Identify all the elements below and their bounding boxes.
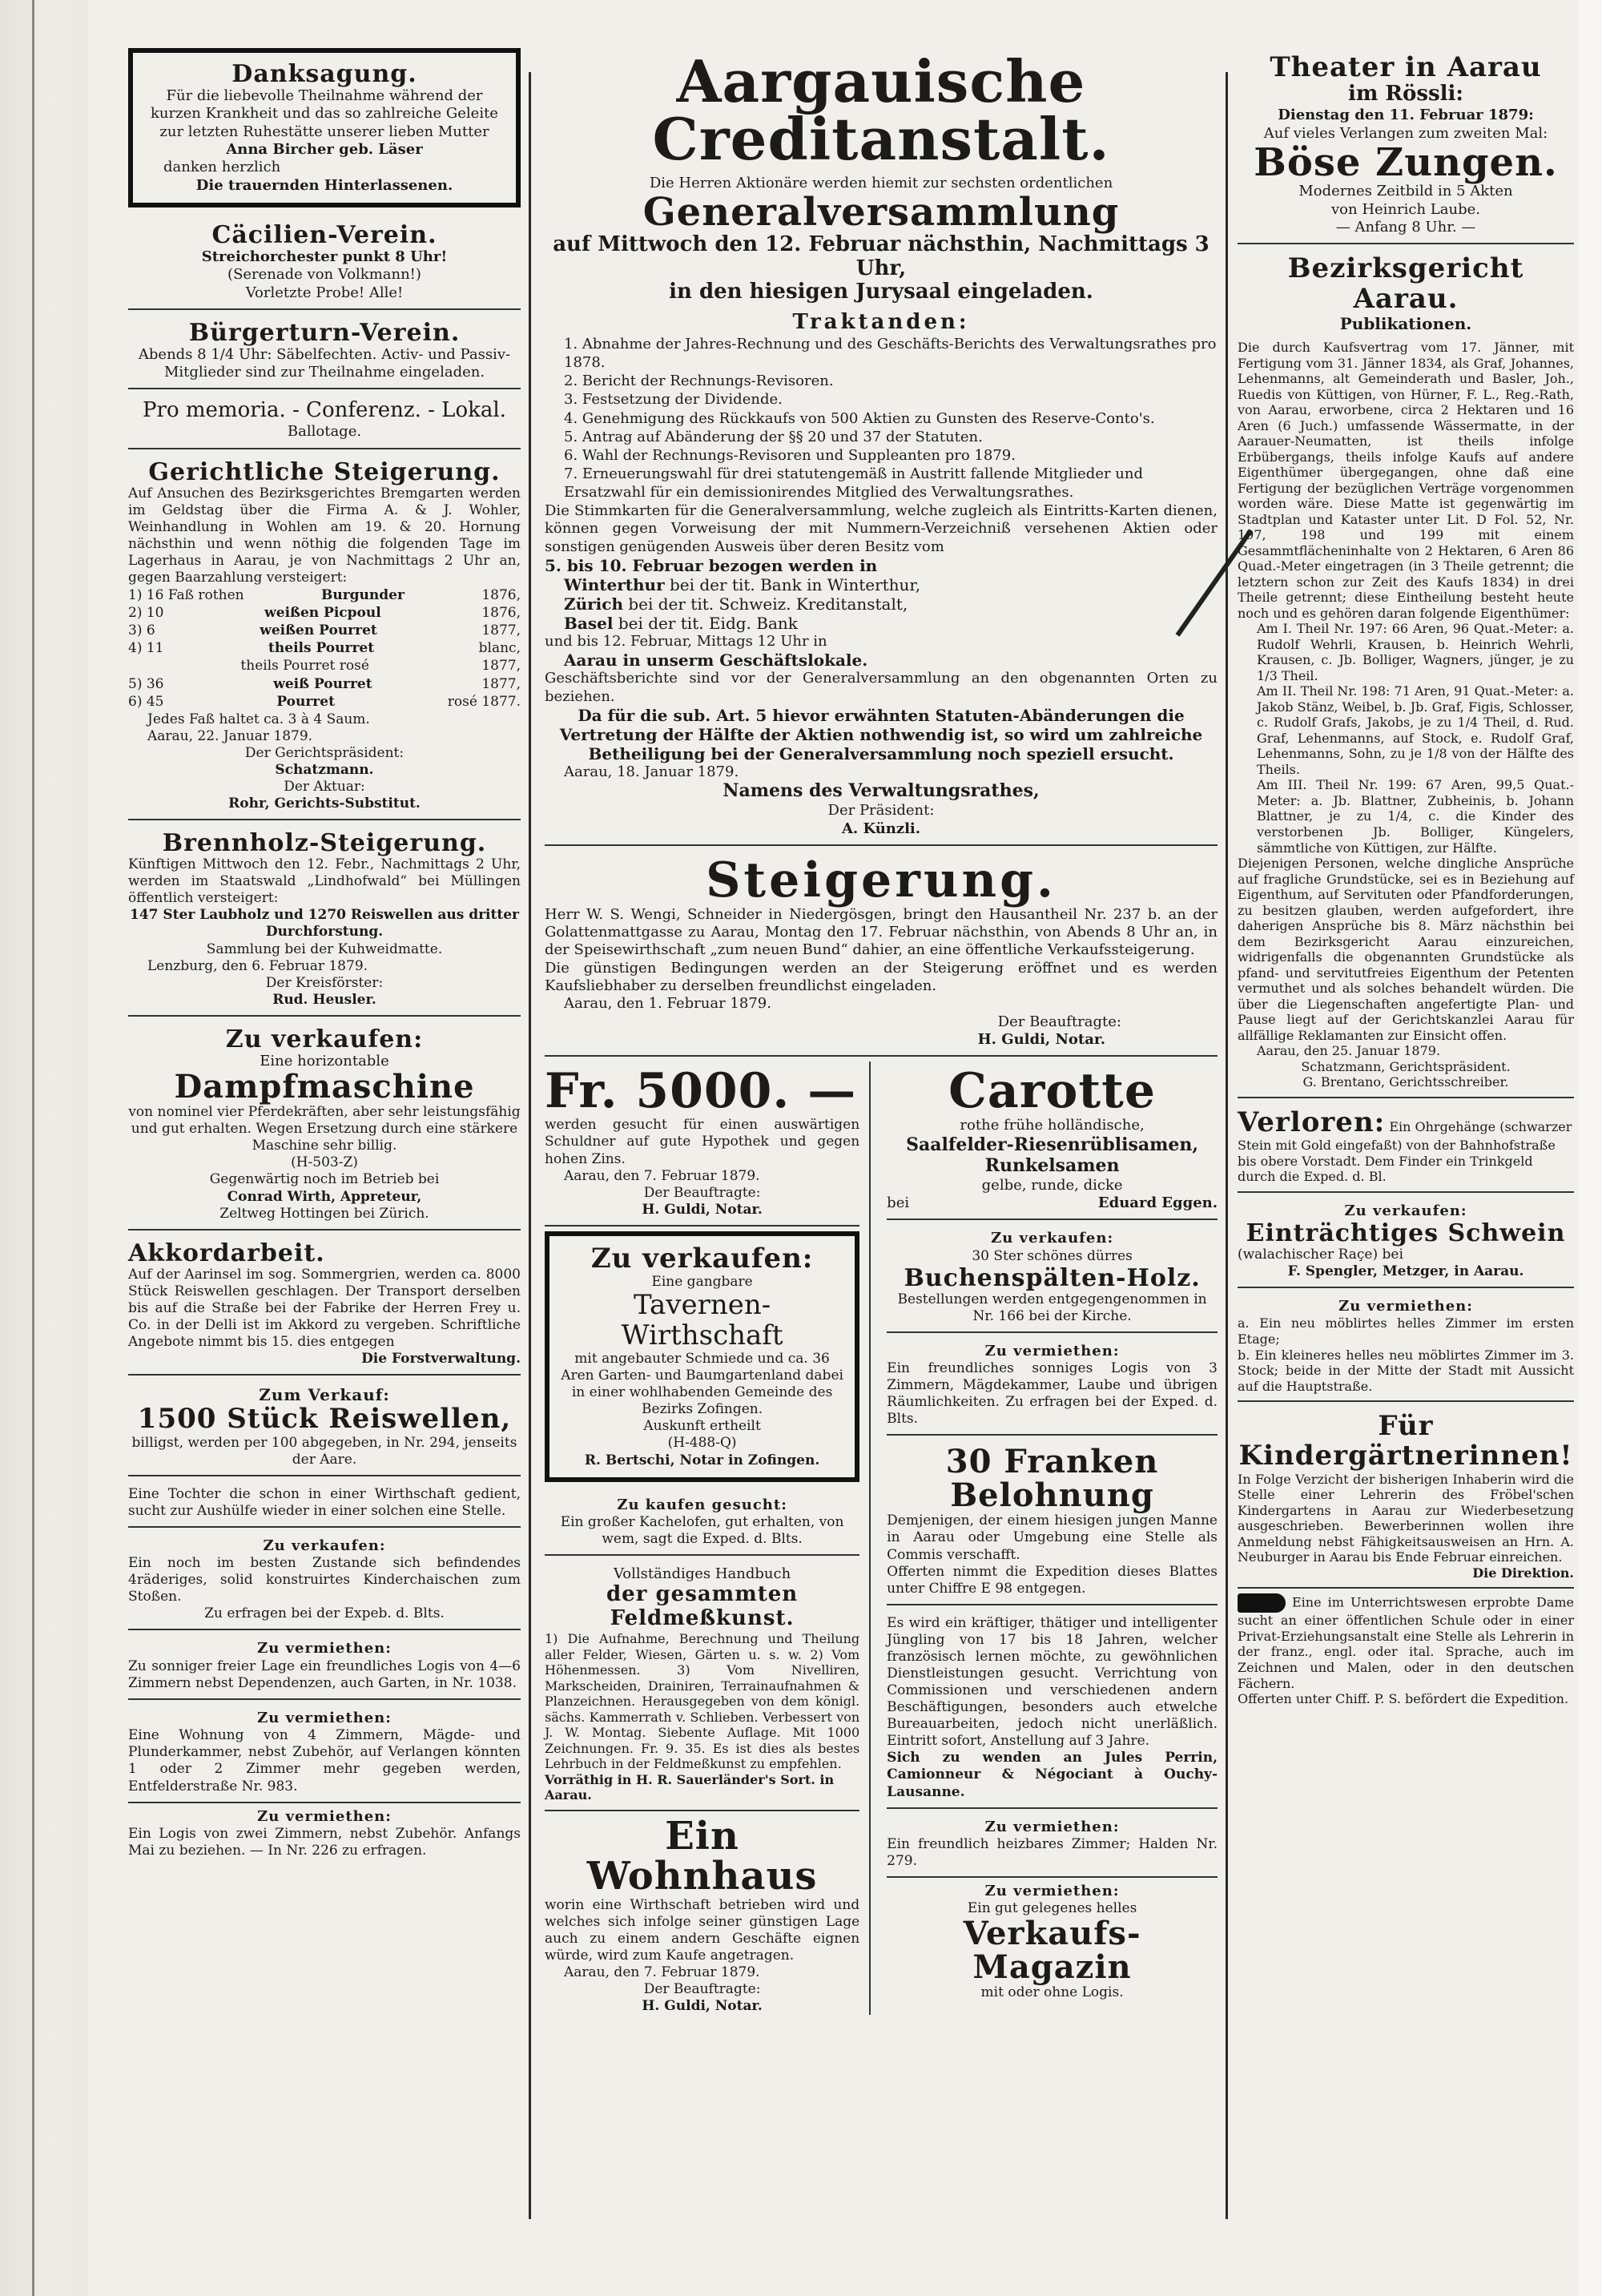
steigerung-title: Gerichtliche Steigerung. (148, 457, 501, 486)
wohnhaus-role: Der Beauftragte: (643, 1981, 761, 1998)
credit-items (545, 336, 1218, 501)
bezirk-sig2: G. Brentano, Gerichtsschreiber. (1302, 1074, 1509, 1090)
bank-row: Winterthur bei der tit. Bank in Winterthur, (564, 575, 921, 595)
magazin-head: Zu vermiethen: (984, 1883, 1120, 1900)
feldmess-stock: Vorräthig in H. R. Sauerländer's Sort. in Aarau. (545, 1771, 835, 1803)
buergerturn-title: Bürgerturn-Verein. (188, 318, 461, 347)
tavernen-body: mit angebauter Schmiede und ca. 36 Aren Garten- und Baumgartenland dabei in einer wohlhabenden Gemeinde des Bezirks Zofingen. (561, 1351, 843, 1418)
feldmess-body: 1) Die Aufnahme, Berechnung und Theilung aller Felder, Wiesen, Gärten u. s. w. 2) Vom Höhenmessen. 3) Vom Nivelliren, Markscheiden, Drainiren, Terrainaufnahmen & Planzeichnen. Herausgegeben von dem königl. sächs. Kammerrath v. Schlieben. Verbessert von J. W. Montag. Siebente Auflage. Mit 1000 Zeichnungen. Fr. 9. 35. Es ist dies als bestes Lehrbuch in der Feldmeßkunst zu empfehlen. (545, 1631, 860, 1772)
ad-buergerturn (128, 315, 521, 390)
steig2-date: Aarau, den 1. Februar 1879. (564, 995, 771, 1013)
bezirk-sub: Publikationen. (1339, 314, 1472, 334)
ad-dampfmaschine (128, 1021, 521, 1231)
credit-title: Aargauische Creditanstalt. (652, 47, 1110, 173)
carotte-l1: rothe frühe holländische, (960, 1117, 1145, 1134)
ad-belohnung (887, 1440, 1218, 1605)
column-rule-1 (529, 72, 531, 2219)
credit-intro: Die Herren Aktionäre werden hiemit zur sechsten ordentlichen (649, 175, 1113, 191)
juengling-body: Es wird ein kräftiger, thätiger und intelligenter Jüngling von 17 bis 18 Jahren, welcher französisch lernen möchte, zu gewöhnlichen Dienstleistungen gesucht. Verrichtung von Commissionen und verschiedenen andern Beschäftigungen, besonders auch etwelche Bureauarbeiten, jedoch nicht unerläßlich. Eintritt sofort, Anstellung auf 3 Jahre. (887, 1614, 1218, 1750)
brennholz-items: 147 Ster Laubholz und 1270 Reiswellen aus dritter Durchforstung. (129, 907, 519, 941)
tavernen-name: R. Bertschi, Notar in Zofingen. (584, 1452, 820, 1468)
steigerung-tail: Jedes Faß haltet ca. 3 à 4 Saum. (147, 711, 370, 727)
credit-item: 6. Wahl der Rechnungs-Revisoren und Suppleanten pro 1879. (564, 447, 1016, 465)
spine-rule (32, 0, 34, 2296)
dampf-sub: Eine horizontable (260, 1052, 389, 1069)
carotte-l4: gelbe, runde, dicke (981, 1176, 1123, 1194)
steigerung-item: 5) 36 weiß Pourret 1877, (128, 675, 521, 692)
bezirk-title: Bezirksgericht Aarau. (1287, 252, 1524, 315)
kinder-title: Für Kindergärtnerinnen! (1238, 1410, 1573, 1472)
wohnung-head: Zu vermiethen: (257, 1709, 392, 1726)
belohnung-body: Demjenigen, der einem hiesigen jungen Manne in Aarau oder Umgebung eine Stelle als Commis verschafft. (887, 1513, 1218, 1563)
theater-req: Auf vieles Verlangen zum zweiten Mal: (1263, 124, 1548, 142)
middle-subcolumns (545, 1061, 1218, 2015)
bank-row: Zürich bei der tit. Schweiz. Kreditanstalt, (564, 594, 908, 614)
bezirk-t2: Am II. Theil Nr. 198: 71 Aren, 91 Quat.-Meter: a. Jakob Stänz, Weibel, b. Jb. Graf, Figis, Schlosser, c. Rudolf Grafs, Jakobs, je zu 1/4 Theil, d. Rud. Graf, Lehenmanns, auf Stock, e. Rudolf Graf, Lehenmanns, Sohn, zu je 1/8 von der Hälfte des Theils. (1257, 683, 1574, 777)
steigerung-body: Auf Ansuchen des Bezirksgerichtes Bremgarten werden im Geldstag über die Firma A. & J. Wohler, Weinhandlung in Wohlen am 19. & 20. Hornung nächsthin und wenn nöthig die folgenden Tage im Lagerhaus in Aarau, je von Nachmittags 2 Uhr an, gegen Baarzahlung versteigert: (128, 485, 521, 586)
wohnhaus-name: H. Guldi, Notar. (642, 1998, 763, 2015)
ad-zimmer (887, 1814, 1218, 1878)
pro-memoria-sub: Ballotage. (287, 423, 362, 441)
subcolumn-right (887, 1061, 1218, 2015)
ad-fr5000 (545, 1061, 859, 1226)
credit-aarau: Aarau in unserm Geschäftslokale. (564, 651, 868, 671)
theater-play: Böse Zungen. (1254, 139, 1558, 185)
bank-row: Basel bei der tit. Eidg. Bank (564, 614, 798, 634)
dampf-ref: (H-503-Z) (291, 1154, 358, 1171)
credit-banks (545, 575, 1218, 633)
brennholz-meet: Sammlung bei der Kuhweidmatte. (206, 941, 443, 957)
credit-role: Der Präsident: (827, 802, 935, 820)
steigerung-sig2-name: Rohr, Gerichts-Substitut. (228, 796, 421, 812)
brennholz-title: Brennholz-Steigerung. (162, 829, 487, 858)
ad-akkordarbeit (128, 1235, 521, 1376)
credit-until: und bis 12. Februar, Mittags 12 Uhr in (545, 633, 827, 651)
caecilien-title: Cäcilien-Verein. (211, 220, 437, 249)
fr5000-role: Der Beauftragte: (643, 1184, 761, 1201)
ad-tochter (128, 1481, 521, 1528)
credit-item: 5. Antrag auf Abänderung der §§ 20 und 37 der Statuten. (564, 428, 983, 445)
feldmess-title: der gesammten Feldmeßkunst. (606, 1582, 799, 1631)
brennholz-body: Künftigen Mittwoch den 12. Febr., Nachmittags 2 Uhr, werden im Staatswald „Lindhofwald“ bei Müllingen öffentlich versteigert: (128, 856, 521, 907)
subcolumn-left (545, 1061, 871, 2015)
logis1-body: Zu sonniger freier Lage ein freundliches Logis von 4—6 Zimmern nebst Dependenzen, auch Garten, in Nr. 1038. (128, 1658, 521, 1691)
ad-kinderchaise (128, 1533, 521, 1631)
zimmer-head: Zu vermiethen: (984, 1818, 1120, 1835)
verloren-body: Ein Ohrgehänge (schwarzer Stein mit Gold eingefaßt) von der Bahnhofstraße bis obere Vorstadt. Dem Finder ein Trinkgeld durch die Exped. d. Bl. (1238, 1118, 1572, 1185)
logis3-body: Ein freundliches sonniges Logis von 3 Zimmern, Mägdekammer, Laube und übrigen Räumlichkeiten. Zu erfragen bei der Exped. d. Blts. (887, 1360, 1218, 1428)
ad-kachelofen (545, 1492, 859, 1556)
logis1-head: Zu vermiethen: (257, 1640, 392, 1658)
pro-memoria-title: Pro memoria. - Conferenz. - Lokal. (143, 398, 506, 423)
ad-caecilien (128, 217, 521, 310)
credit-dates-line: 5. bis 10. Februar bezogen werden in (545, 556, 878, 576)
kinderchaise-body: Ein noch im besten Zustande sich befindendes 4räderiges, solid konstruirtes Kinderchaischen zum Stoßen. (128, 1555, 521, 1605)
credit-place-line: in den hiesigen Jurysaal eingeladen. (669, 280, 1093, 304)
danksagung-signed: Die trauernden Hinterlassenen. (195, 176, 453, 194)
dampf-place: Zeltweg Hottingen bei Zürich. (219, 1205, 429, 1222)
dampf-body: von nominel vier Pferdekräften, aber sehr leistungsfähig und gut erhalten. Wegen Ersetzung durch eine stärkere Maschine sehr billig. (128, 1104, 521, 1154)
credit-item: 7. Erneuerungswahl für drei statutengemäß in Austritt fallende Mitglieder und Ersatzwahl für ein demissionirendes Mitglied des Verwaltungsrathes. (564, 465, 1144, 501)
bezirk-date: Aarau, den 25. Januar 1879. (1257, 1043, 1441, 1059)
fr5000-date: Aarau, den 7. Februar 1879. (564, 1167, 760, 1184)
buchen-title: Buchenspälten-Holz. (904, 1263, 1201, 1292)
ad-juengling (887, 1610, 1218, 1809)
theater-desc1: Modernes Zeitbild in 5 Akten (1298, 183, 1513, 200)
caecilien-l3: Vorletzte Probe! Alle! (245, 284, 404, 301)
zimmer2-head: Zu vermiethen: (1338, 1298, 1473, 1315)
ad-feldmess (545, 1561, 859, 1811)
magazin-sub: Ein gut gelegenes helles (967, 1900, 1137, 1917)
steigerung-sig1-role: Der Gerichtspräsident: (244, 744, 405, 761)
schwein-title: Einträchtiges Schwein (1246, 1219, 1566, 1248)
feldmess-sub: Vollständiges Handbuch (613, 1565, 791, 1583)
schwein-name: F. Spengler, Metzger, in Aarau. (1287, 1263, 1524, 1280)
reiswellen-head: Zum Verkauf: (259, 1385, 390, 1405)
kinderchaise-head: Zu verkaufen: (263, 1537, 386, 1554)
brennholz-name: Rud. Heusler. (272, 991, 376, 1008)
buchen-head: Zu verkaufen: (991, 1230, 1114, 1247)
theater-start: — Anfang 8 Uhr. — (1335, 218, 1476, 236)
schwein-body: (walachischer Raçe) bei (1238, 1247, 1403, 1263)
bezirk-sig1: Schatzmann, Gerichtspräsident. (1301, 1058, 1511, 1074)
ad-gerichtliche-steigerung (128, 454, 521, 820)
credit-item: 2. Bericht der Rechnungs-Revisoren. (564, 372, 834, 389)
danksagung-thanks: danken herzlich (163, 159, 281, 176)
dampf-title: Dampfmaschine (174, 1068, 475, 1106)
fr5000-name: H. Guldi, Notar. (642, 1201, 763, 1218)
danksagung-title: Danksagung. (231, 60, 417, 88)
ad-verloren (1238, 1103, 1574, 1193)
akkord-sign: Die Forstverwaltung. (361, 1351, 521, 1368)
bezirk-t3: Am III. Theil Nr. 199: 67 Aren, 99,5 Quat.-Meter: a. Jb. Blattner, Zubheinis, b. Johann Blattner, je zu 1/4, c. die Kinder des verstorbenen Jb. Bolliger, Küngelers, sämmtliche von Küttigen, zur Hälfte. (1257, 777, 1574, 856)
ad-buchenholz (887, 1225, 1218, 1333)
steigerung-sig2-role: Der Aktuar: (284, 778, 365, 795)
zimmer-body: Ein freundlich heizbares Zimmer; Halden Nr. 279. (887, 1835, 1218, 1869)
caecilien-l1: Streichorchester punkt 8 Uhr! (201, 248, 448, 265)
ad-magazin (887, 1883, 1218, 2001)
steigerung-item: theils Pourret rosé 1877, (240, 658, 521, 675)
steig2-body2: Die günstigen Bedingungen werden an der Steigerung eröffnet und es werden Kaufsliebhaber zu derselben freundlichst eingeladen. (545, 959, 1218, 995)
ad-wohnhaus (545, 1813, 860, 2015)
kinder-sign: Die Direktion. (1472, 1565, 1574, 1581)
tavernen-info: Auskunft ertheilt (643, 1418, 761, 1435)
buchen-body: Bestellungen werden entgegengenommen in Nr. 166 bei der Kirche. (897, 1291, 1207, 1324)
credit-name: A. Künzli. (841, 820, 921, 837)
dampf-head: Zu verkaufen: (225, 1025, 424, 1053)
column-right (1238, 48, 1574, 1707)
ad-steigerung-wengi (545, 851, 1218, 1057)
danksagung-body: Für die liebevolle Theilnahme während der kurzen Krankheit und das so zahlreiche Geleite zur letzten Ruhestätte unserer lieben Mutter (151, 87, 498, 140)
credit-board: Namens des Verwaltungsrathes, (723, 780, 1040, 802)
steig2-title: Steigerung. (706, 852, 1057, 908)
wohnhaus-body: worin eine Wirthschaft betrieben wird und welches sich infolge seiner günstigen Lage auch zu einem andern Geschäfte eignen würde, wird zum Kaufe angetragen. (545, 1896, 860, 1964)
zimmer2-a: a. Ein neu möblirtes helles Zimmer im ersten Etage; (1238, 1315, 1574, 1347)
magazin-tail: mit oder ohne Logis. (980, 1984, 1124, 2001)
lehrerin-body: Eine im Unterrichtswesen erprobte Dame sucht an einer öffentlichen Schule oder in einer Privat-Erziehungsanstalt eine Stelle als Lehrerin in der franz., engl. oder ital. Sprache, auch im Zeichnen und Malen, oder in den deutschen Fächern. (1238, 1594, 1574, 1691)
ad-pro-memoria (128, 394, 521, 449)
wohnhaus-date: Aarau, den 7. Februar 1879. (564, 1964, 760, 1980)
fr5000-body: werden gesucht für einen auswärtigen Schuldner auf gute Hypothek und gegen hohen Zins. (545, 1117, 860, 1167)
carotte-by-row: bei Eduard Eggen. (887, 1194, 1218, 1211)
ad-zimmer-2 (1238, 1293, 1574, 1402)
page-spine (0, 0, 88, 2296)
caecilien-l2: (Serenade von Volkmann!) (227, 266, 421, 284)
ad-danksagung (128, 48, 521, 207)
credit-stimm: Die Stimmkarten für die Generalversammlung, welche zugleich als Eintritts-Karten dienen, können gegen Vorweisung der mit Nummern-Verzeichniß versehenen Aktien oder sonstigen genügenden Ausweis über deren Besitz vom (545, 502, 1218, 555)
ad-logis-3 (887, 1338, 1218, 1436)
steigerung-item: 6) 45 Pourret rosé 1877. (128, 693, 521, 710)
buergerturn-body: Abends 8 1/4 Uhr: Säbelfechten. Activ- und Passiv-Mitglieder sind zur Theilnahme eingeladen. (138, 345, 511, 381)
theater-desc2: von Heinrich Laube. (1331, 200, 1480, 218)
belohnung-title: 30 Franken Belohnung (945, 1443, 1159, 1515)
pointing-hand-icon (1238, 1593, 1286, 1613)
ad-schwein (1238, 1198, 1574, 1288)
credit-gv: Generalversammlung (642, 190, 1120, 236)
credit-reports: Geschäftsberichte sind vor der Generalversammlung an den obgenannten Orten zu beziehen. (545, 670, 1218, 705)
lehrerin-tail: Offerten unter Chiff. P. S. befördert die Expedition. (1238, 1691, 1569, 1707)
steigerung-item: 2) 10 weißen Picpoul 1876, (128, 605, 521, 622)
juengling-contact: Sich zu wenden an Jules Perrin, Camionneur & Négociant à Ouchy-Lausanne. (887, 1750, 1218, 1800)
ad-brennholz (128, 825, 521, 1017)
page-right-edge (1578, 0, 1602, 2296)
brennholz-date: Lenzburg, den 6. Februar 1879. (147, 957, 368, 974)
ad-lehrerin (1238, 1593, 1574, 1706)
brennholz-role: Der Kreisförster: (265, 974, 384, 991)
credit-item: 1. Abnahme der Jahres-Rechnung und des Geschäfts-Berichts des Verwaltungsrathes pro 1878. (564, 336, 1217, 371)
carotte-l3: Runkelsamen (984, 1154, 1120, 1176)
steig2-name: H. Guldi, Notar. (977, 1031, 1105, 1049)
bezirk-body2: Diejenigen Personen, welche dingliche Ansprüche auf fragliche Grundstücke, sei es in Beziehung auf Eigenthum, auf Servituten oder Pfandforderungen, zu besitzen glauben, werden aufgefordert, ihre daherigen Ansprüche bis 8. März nächsthin bei dem Bezirksgericht Aarau einzureichen, widrigenfalls die obgenannten Grundstücke als pfand- und servitutfreies Eigenthum der Petenten vermuthet und als solches behandelt würden. Die über die Liegenschaften angefertigte Plan- und Pause liegt auf der Gerichtskanzlei Aarau für allfällige Reklamanten zur Einsicht offen. (1238, 856, 1574, 1043)
akkord-title: Akkordarbeit. (128, 1239, 325, 1267)
ad-carotte (887, 1061, 1218, 1220)
steig2-body: Herr W. S. Wengi, Schneider in Niedergösgen, bringt den Hausantheil Nr. 237 b. an der Golattenmattgasse zu Aarau, Montag den 17. Februar nächsthin, von Abends 8 Uhr an, in der Speisewirthschaft „zum neuen Bund“ dahier, an eine öffentliche Verkaufssteigerung. (545, 905, 1218, 959)
fr5000-title: Fr. 5000. — (545, 1063, 857, 1120)
ad-wohnung (128, 1705, 521, 1803)
ad-kindergarten (1238, 1407, 1574, 1589)
kinder-body: In Folge Verzicht der bisherigen Inhaberin wird die Stelle einer Lehrerin des Fröbel'schen Kindergartens in Aarau zur Wiederbesetzung ausgeschrieben. Bewerberinnen wollen ihre Anmeldung nebst Fähigkeitsausweisen an Hrn. A. Neuburger in Aarau bis Ende Februar einreichen. (1238, 1471, 1574, 1565)
credit-trakt-head: Traktanden: (792, 310, 970, 335)
reiswellen-body: billigst, werden per 100 abgegeben, in Nr. 294, jenseits der Aare. (131, 1434, 517, 1468)
tochter-body: Eine Tochter die schon in einer Wirthschaft gedient, sucht zur Aushülfe wieder in einer solchen eine Stelle. (128, 1485, 521, 1519)
column-middle (545, 48, 1218, 2015)
carotte-l2: Saalfelder-Riesenrüblisamen, (906, 1134, 1199, 1155)
column-rule-2 (1226, 72, 1228, 2219)
buchen-sub: 30 Ster schönes dürres (972, 1247, 1133, 1264)
theater-sub: im Rössli: (1347, 82, 1463, 107)
steigerung-sig1-name: Schatzmann. (275, 761, 374, 778)
credit-date-line: auf Mittwoch den 12. Februar nächsthin, Nachmittags 3 Uhr, (553, 232, 1210, 280)
tavernen-title: Tavernen-Wirthschaft (621, 1289, 783, 1351)
verloren-title: Verloren: (1238, 1106, 1386, 1138)
ad-theater (1238, 48, 1574, 244)
kachelofen-head: Zu kaufen gesucht: (617, 1496, 787, 1513)
theater-title: Theater in Aarau (1270, 51, 1542, 83)
ad-bezirksgericht (1238, 249, 1574, 1098)
bezirk-t1: Am I. Theil Nr. 197: 66 Aren, 96 Quat.-Meter: a. Rudolf Wehrli, Krausen, b. Heinrich Wehrli, Krausen, c. Jb. Bolliger, Wagners, jünger, je zu 1/3 Theil. (1257, 621, 1574, 683)
logis3-head: Zu vermiethen: (984, 1342, 1120, 1359)
carotte-title: Carotte (948, 1063, 1157, 1120)
credit-note: Da für die sub. Art. 5 hievor erwähnten Statuten-Abänderungen die Vertretung der Hälfte der Aktien nothwendig ist, so wird um zahlreiche Betheiligung bei der Generalversammlung noch speziell ersucht. (559, 705, 1203, 763)
tavernen-ref: (H-488-Q) (667, 1435, 737, 1452)
danksagung-name: Anna Bircher geb. Läser (226, 140, 423, 158)
ad-tavernen (545, 1231, 859, 1482)
steigerung-item: 4) 11 theils Pourret blanc, (128, 640, 521, 657)
credit-item: 4. Genehmigung des Rückkaufs von 500 Aktien zu Gunsten des Reserve-Conto's. (564, 409, 1155, 427)
schwein-head: Zu verkaufen: (1344, 1202, 1467, 1219)
steigerung-items (128, 587, 521, 711)
wohnung-body: Eine Wohnung von 4 Zimmern, Mägde- und Plunderkammer, nebst Zubehör, auf Verlangen könnten 1 oder 2 Zimmer mehr gegeben werden, Entfelderstraße Nr. 983. (128, 1727, 521, 1795)
wohnhaus-title: Ein Wohnhaus (586, 1813, 818, 1899)
tavernen-sub: Eine gangbare (651, 1274, 753, 1291)
bezirk-body: Die durch Kaufsvertrag vom 17. Jänner, mit Fertigung vom 31. Jänner 1834, als Graf, Johannes, Lehenmanns, alt Gemeinderath und Basler, Joh., Ruedis von Küttigen, von Hürner, F. L., Reg.-Rath, von Aarau, erworbene, circa 2 Hektaren und 16 Aren (6 Juch.) umfassende Wässermatte, in der Aarauer-Neumatten, ist theils infolge Erbübergangs, theils infolge Kaufs auf andere Eigenthümer übergegangen, ohne daß eine Fertigung der bezüglichen Verträge vorgenommen worden wäre. Diese Matte ist gegenwärtig im Stadtplan und Kataster unter Lit. D Fol. 52, Nr. 197, 198 und 199 mit einem Gesammtflächeninhalte von 2 Hektaren, 6 Aren 86 Quad.-Meter eingetragen (in 3 Theile getrennt; die letztern schon zur Zeit des Kaufs 1834) in drei Theile getrennt; diese Eintheilung besteht heute noch und es gehören daran folgende Eigenthümer: (1238, 340, 1574, 621)
logis2-head: Zu vermiethen: (257, 1807, 392, 1825)
dampf-firm: Conrad Wirth, Appreteur, (227, 1188, 422, 1205)
credit-item: 3. Festsetzung der Dividende. (564, 391, 783, 409)
ad-creditanstalt (545, 48, 1218, 846)
column-left (128, 48, 521, 1859)
steigerung-date: Aarau, 22. Januar 1879. (147, 727, 313, 744)
steigerung-item: 1) 16 Faß rothen Burgunder 1876, (128, 587, 521, 604)
ad-logis-1 (128, 1635, 521, 1699)
ad-reiswellen (128, 1380, 521, 1476)
kinderchaise-tail: Zu erfragen bei der Expeb. d. Blts. (204, 1605, 445, 1622)
dampf-body2: Gegenwärtig noch im Betrieb bei (209, 1171, 440, 1188)
reiswellen-title: 1500 Stück Reiswellen, (137, 1403, 512, 1436)
akkord-body: Auf der Aarinsel im sog. Sommergrien, werden ca. 8000 Stück Reiswellen geschlagen. Der Transport derselben bis auf die Straße bei der Fabrike der Herren Frey u. Co. in der Delli ist im Akkord zu vergeben. Schriftliche Angebote nimmt bis 15. dies entgegen (128, 1266, 521, 1350)
belohnung-body2: Offerten nimmt die Expedition dieses Blattes unter Chiffre E 98 entgegen. (887, 1563, 1218, 1597)
logis2-body: Ein Logis von zwei Zimmern, nebst Zubehör. Anfangs Mai zu beziehen. — In Nr. 226 zu erfragen. (128, 1825, 521, 1859)
magazin-title: Verkaufs-Magazin (963, 1915, 1141, 1987)
zimmer2-b: b. Ein kleineres helles neu möblirtes Zimmer im 3. Stock; beide in der Mitte der Stadt mit Aussicht auf die Hauptstraße. (1238, 1347, 1574, 1394)
steigerung-item: 3) 6 weißen Pourret 1877, (128, 622, 521, 639)
ad-logis-2 (128, 1808, 521, 1859)
tavernen-head: Zu verkaufen: (590, 1242, 814, 1275)
credit-date: Aarau, 18. Januar 1879. (564, 763, 739, 780)
kachelofen-body: Ein großer Kachelofen, gut erhalten, von wem, sagt die Exped. d. Blts. (560, 1513, 844, 1547)
steig2-role: Der Beauftragte: (997, 1013, 1121, 1030)
theater-date: Dienstag den 11. Februar 1879: (1278, 107, 1534, 124)
